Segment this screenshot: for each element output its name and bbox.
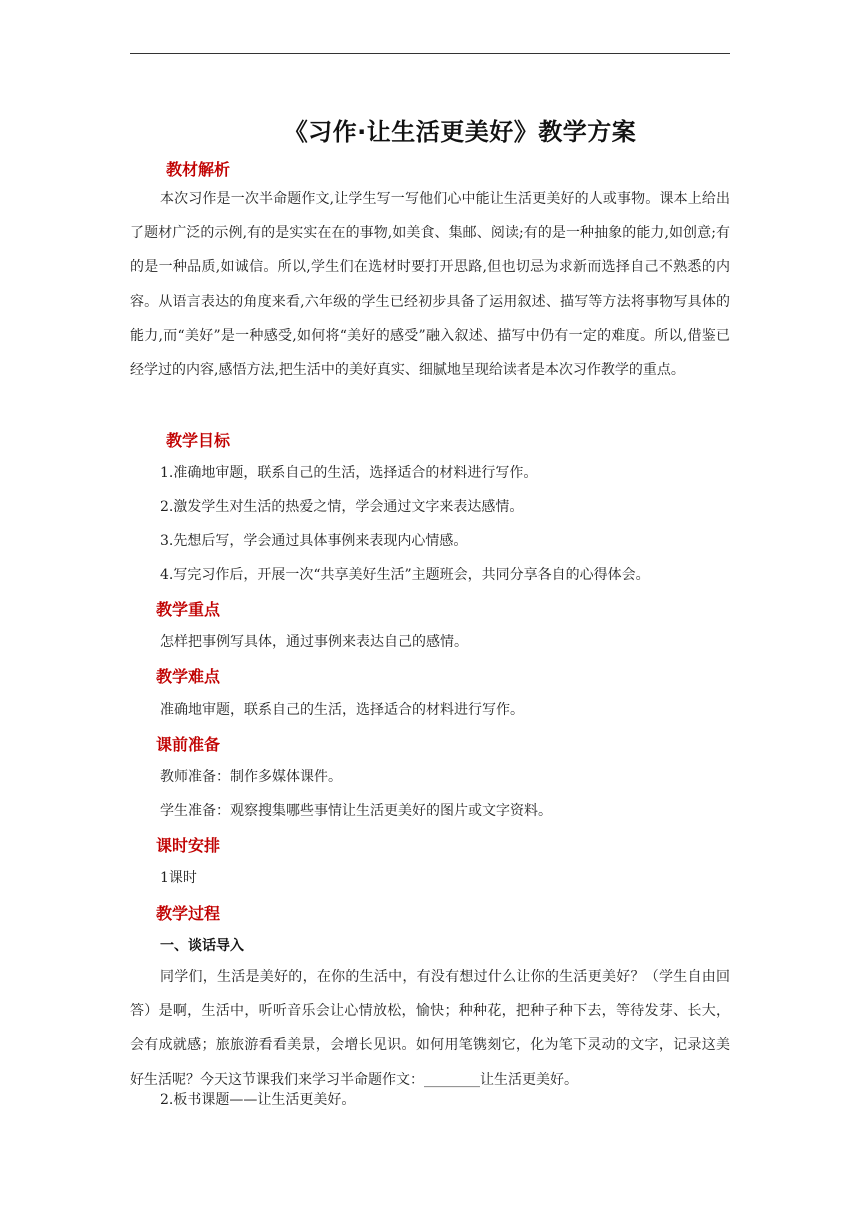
header-rule	[130, 53, 730, 54]
schedule-text: 1课时	[160, 870, 197, 886]
heading-key-points: 教学重点	[156, 600, 221, 619]
goal-item-2: 2.激发学生对生活的热爱之情，学会通过文字来表达感情。	[160, 499, 524, 515]
goal-item-4: 4.写完习作后，开展一次“共享美好生活”主题班会，共同分享各自的心得体会。	[160, 567, 650, 583]
process-step1-paragraph: 同学们，生活是美好的，在你的生活中，有没有想过什么让你的生活更美好？（学生自由回答）是啊，生活中，听听音乐会让心情放松，愉快；种种花，把种子种下去，等待发芽、长大，会有成就感；旅旅游看看美景，会增长见识。如何用笔镌刻它，化为笔下灵动的文字，记录这美好生活呢？今天这节课我们来学习半命题作文：________让生活更美好。	[130, 969, 730, 1088]
heading-schedule: 课时安排	[156, 836, 221, 855]
goal-item-1: 1.准确地审题，联系自己的生活，选择适合的材料进行写作。	[160, 465, 538, 481]
preparation-teacher: 教师准备：制作多媒体课件。	[160, 769, 342, 785]
difficulties-text: 准确地审题，联系自己的生活，选择适合的材料进行写作。	[160, 702, 524, 718]
analysis-paragraph: 本次习作是一次半命题作文,让学生写一写他们心中能让生活更美好的人或事物。课本上给出了题材广泛的示例,有的是实实在在的事物,如美食、集邮、阅读;有的是一种抽象的能力,如创意;有的是一种品质,如诚信。所以,学生们在选材时要打开思路,但也切忌为求新而选择自己不熟悉的内容。从语言表达的角度来看,六年级的学生已经初步具备了运用叙述、描写等方法将事物写具体的能力,而“美好”是一种感受,如何将“美好的感受”融入叙述、描写中仍有一定的难度。所以,借鉴已经学过的内容,感悟方法,把生活中的美好真实、细腻地呈现给读者是本次习作教学的重点。	[130, 191, 730, 379]
document-title: 《习作·让生活更美好》教学方案	[283, 118, 637, 146]
heading-preparation: 课前准备	[156, 735, 221, 754]
process-step2: 2.板书课题——让生活更美好。	[160, 1092, 356, 1108]
goal-item-3: 3.先想后写，学会通过具体事例来表现内心情感。	[160, 533, 468, 549]
preparation-student: 学生准备：观察搜集哪些事情让生活更美好的图片或文字资料。	[160, 803, 552, 819]
heading-analysis: 教材解析	[166, 160, 231, 179]
process-step1-title: 一、谈话导入	[160, 938, 244, 954]
key-points-text: 怎样把事例写具体，通过事例来表达自己的感情。	[160, 634, 468, 650]
heading-difficulties: 教学难点	[156, 667, 221, 686]
heading-goals: 教学目标	[166, 431, 231, 450]
heading-process: 教学过程	[156, 904, 221, 923]
